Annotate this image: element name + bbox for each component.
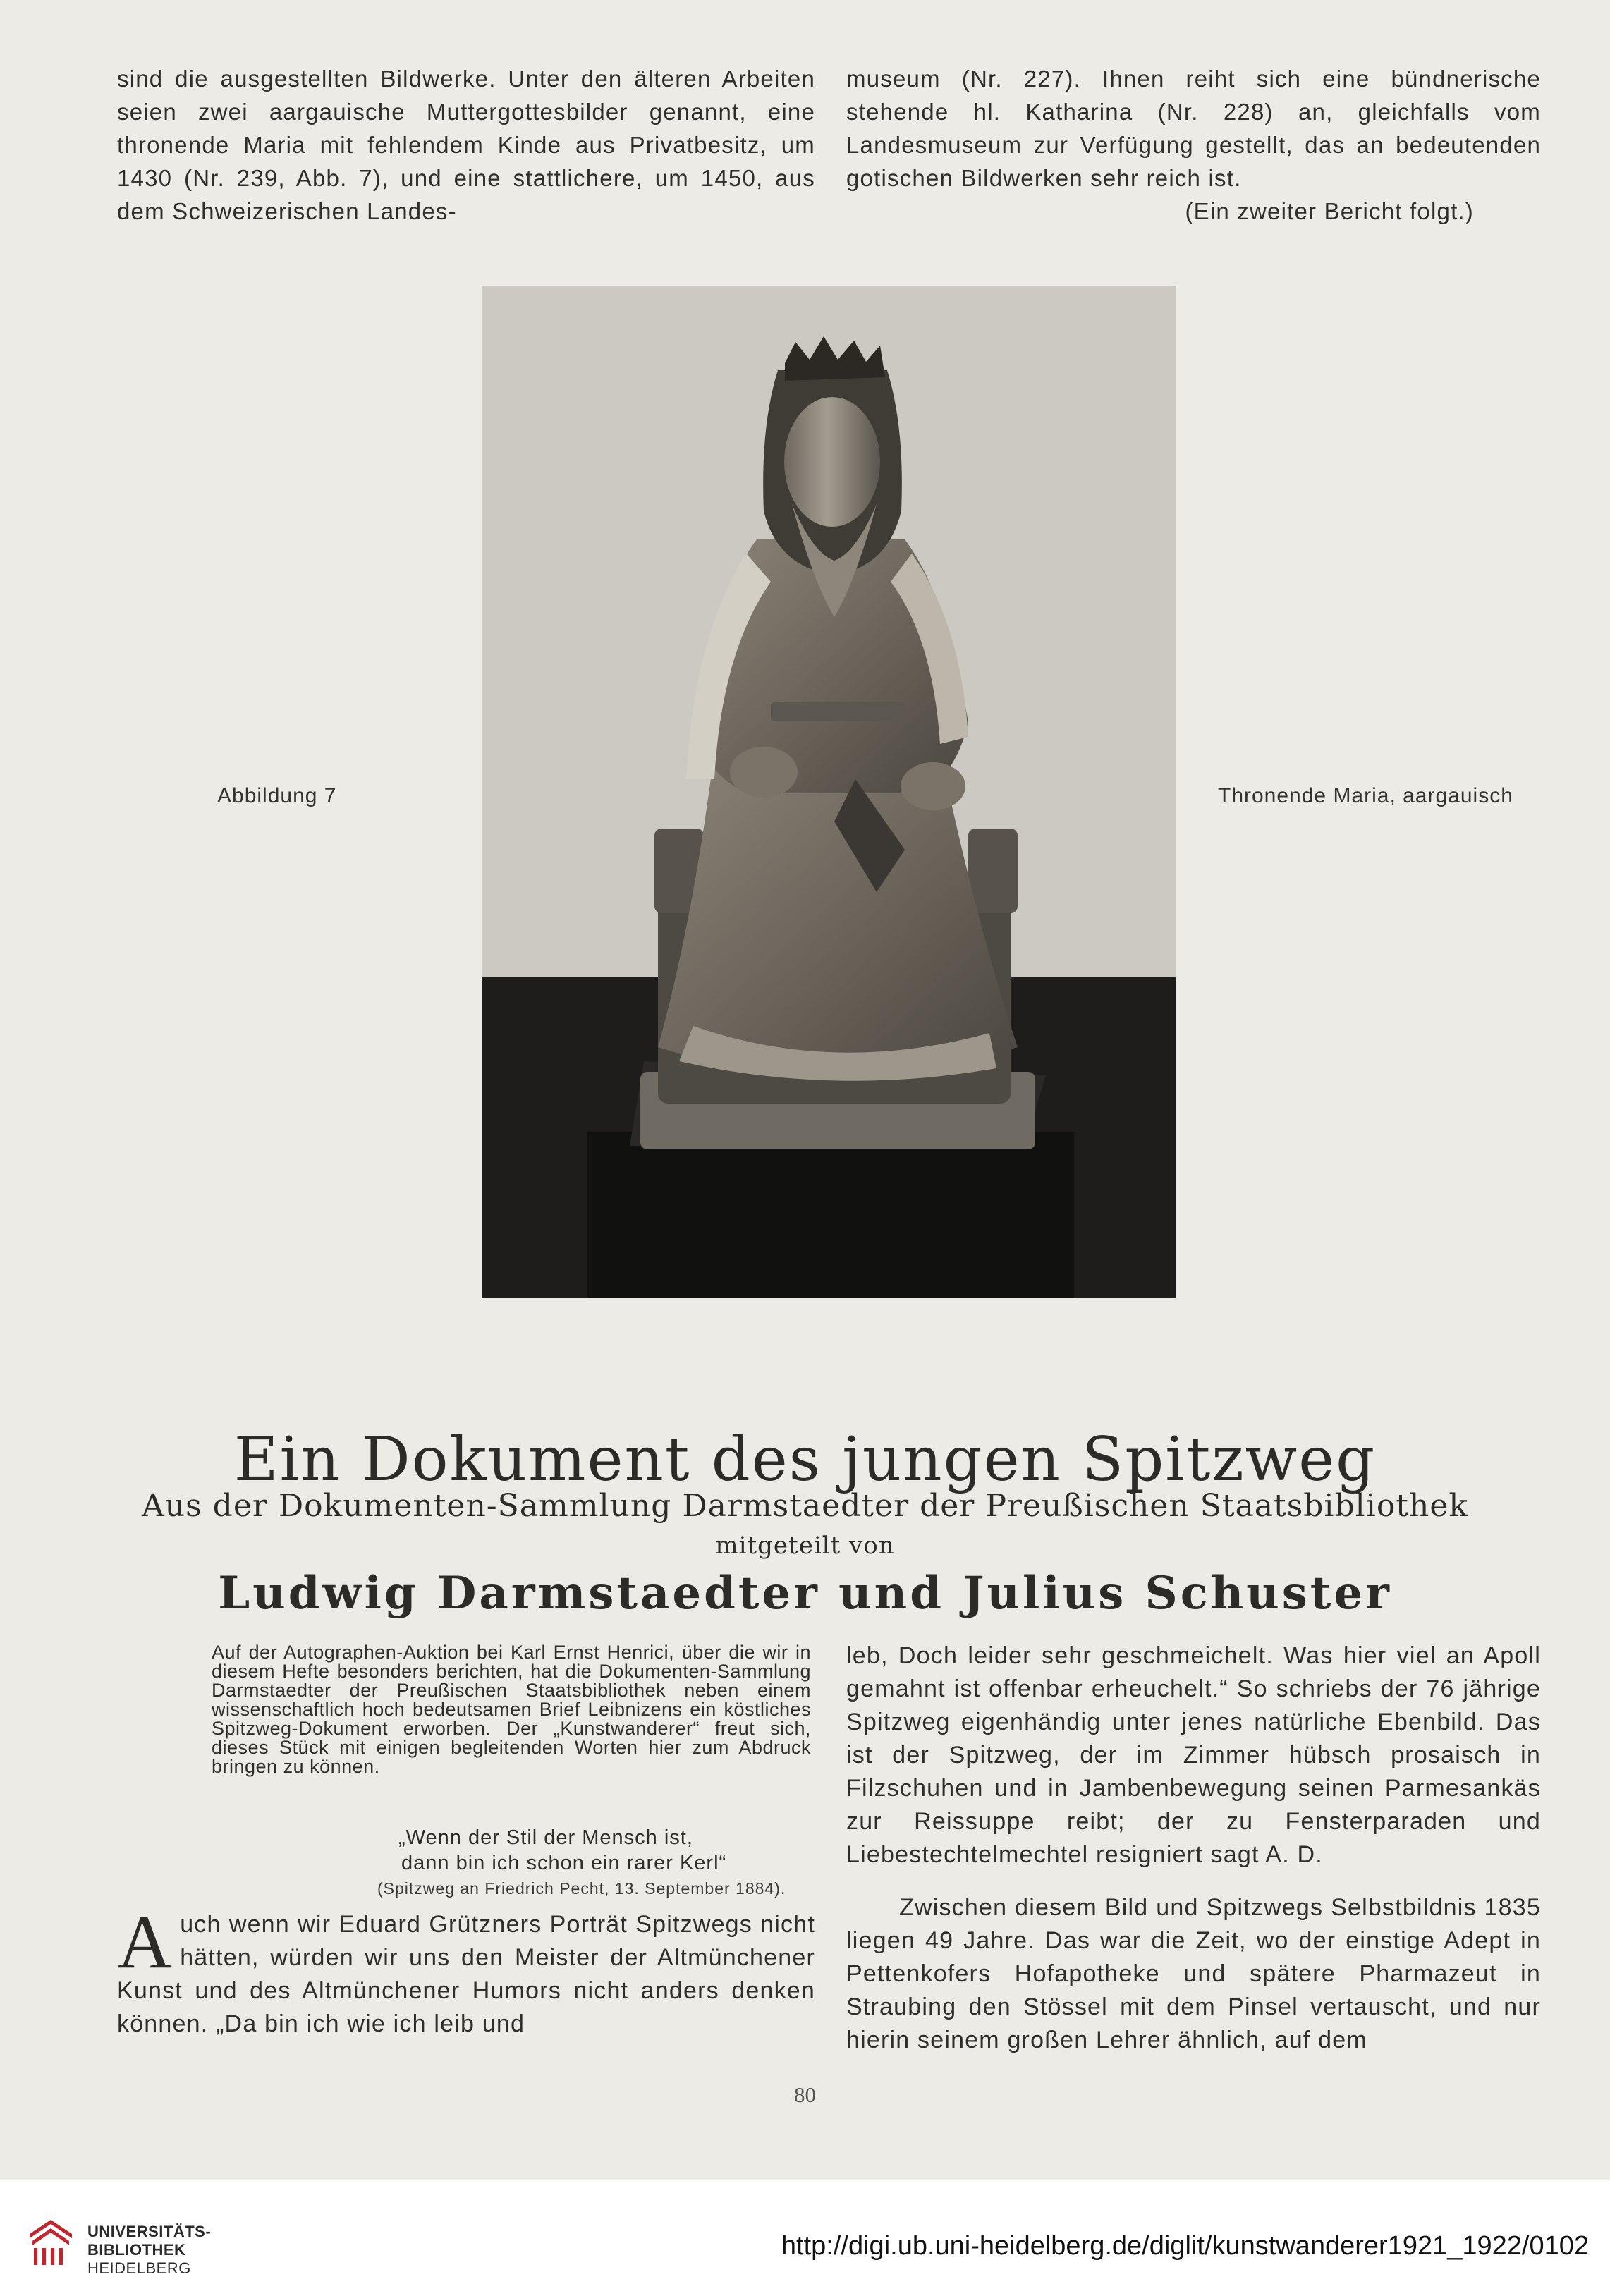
top-left-column (117, 62, 815, 228)
article-authors: Ludwig Darmstaedter und Julius Schuster (218, 1567, 1392, 1620)
page-number: 80 (794, 2082, 816, 2107)
figure-label: Abbildung 7 (217, 784, 337, 807)
library-logo-icon (23, 2214, 79, 2271)
top-right-text: museum (Nr. 227). Ihnen reiht sich eine bündnerische stehende hl. Katharina (Nr. 228) an, gleichfalls vom Landesmuseum zur Verfügung gestellt, das an bedeutenden gotischen Bildwerken sehr reich ist. (846, 66, 1541, 191)
top-right-column (846, 62, 1541, 228)
logo-line-1: UNIVERSITÄTS- (87, 2223, 212, 2240)
continuation-note: (Ein zweiter Bericht folgt.) (1185, 198, 1474, 224)
article-subtitle: Aus der Dokumenten-Sammlung Darmstaedter der Preußischen Staatsbibliothek (141, 1488, 1469, 1524)
body-left-column (117, 1900, 815, 2041)
epigraph-line-1: „Wenn der Stil der Mensch ist, (398, 1826, 693, 1849)
epigraph-source: (Spitzweg an Friedrich Pecht, 13. September 1884). (377, 1879, 786, 1898)
statue-illustration (482, 286, 1176, 1298)
byline-prefix: mitgeteilt von (715, 1532, 895, 1560)
source-url-link[interactable]: http://digi.ub.uni-heidelberg.de/diglit/kunstwanderer1921_1922/0102 (781, 2231, 1589, 2261)
editorial-intro (212, 1643, 811, 1776)
statue-photograph (482, 286, 1176, 1298)
logo-line-3: HEIDELBERG (87, 2259, 191, 2277)
body-right-column (846, 1639, 1541, 2057)
library-footer (0, 2180, 1610, 2296)
drop-cap: A (117, 1900, 173, 1984)
figure-caption: Thronende Maria, aargauisch (1218, 784, 1513, 807)
body-right-paragraph-1: leb, Doch leider sehr geschmeichelt. Was hier viel an Apoll gemahnt ist offenbar erheuchelt.“ So schriebs der 76 jährige Spitzweg eigenhändig unter jenes natürliche Ebenbild. Das ist der Spitzweg, der im Zimmer hübsch prosaisch in Filzschuhen und in Jambenbewegung seinen Parmesankäs zur Reissuppe reibt; der zu Fensterparaden und Liebestechtelmechtel resigniert sagt A. D. (846, 1642, 1541, 1868)
logo-line-2: BIBLIOTHEK (87, 2241, 186, 2259)
body-left-text: uch wenn wir Eduard Grützners Porträt Spitzwegs nicht hätten, würden wir uns den Meister der Altmünchener Kunst und des Altmünchener Humors nicht anders denken können. „Da bin ich wie ich leib und (117, 1911, 815, 2037)
intro-text: Auf der Autographen-Auktion bei Karl Ernst Henrici, über die wir in diesem Hefte besonders berichten, hat die Dokumenten-Sammlung Darmstaedter der Preußischen Staatsbibliothek neben einem wissenschaftlich hoch bedeutsamen Brief Leibnizens ein köstliches Spitzweg-Dokument erworben. Der „Kunstwanderer“ freut sich, dieses Stück mit einigen begleitenden Worten hier zum Abdruck bringen zu können. (212, 1642, 811, 1777)
top-left-text: sind die ausgestellten Bildwerke. Unter den älteren Arbeiten seien zwei aargauische Muttergottesbilder genannt, eine thronende Maria mit fehlendem Kinde aus Privatbesitz, um 1430 (Nr. 239, Abb. 7), und eine stattlichere, um 1450, aus dem Schweizerischen Landes- (117, 66, 815, 224)
article-title: Ein Dokument des jungen Spitzweg (233, 1424, 1377, 1495)
epigraph (398, 1825, 726, 1876)
body-right-paragraph-2: Zwischen diesem Bild und Spitzwegs Selbstbildnis 1835 liegen 49 Jahre. Das war die Zeit, wo der einstige Adept in Pettenkofers Hofapotheke und spätere Pharmazeut in Straubing den Stössel mit dem Pinsel vertauscht, und nur hierin seinem großen Lehrer ähnlich, auf dem (846, 1894, 1541, 2053)
library-logo-text (87, 2223, 211, 2278)
epigraph-line-2: dann bin ich schon ein rarer Kerl“ (401, 1852, 727, 1874)
